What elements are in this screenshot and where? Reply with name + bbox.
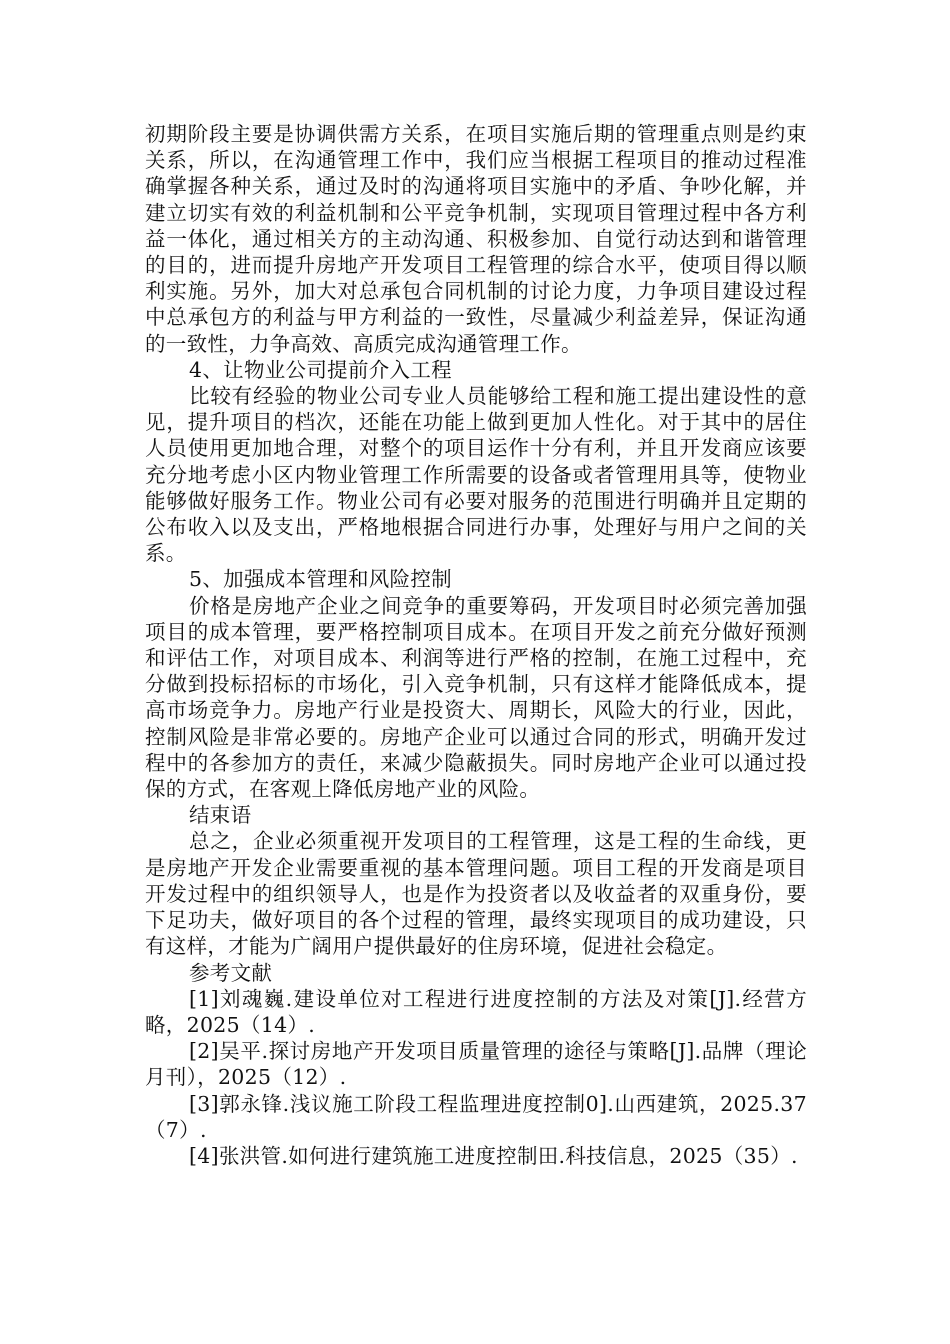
reference-item-1: [1]刘魂巍.建设单位对工程进行进度控制的方法及对策[J].经营方略，2025（14）. xyxy=(145,986,807,1037)
reference-item-2: [2]吴平.探讨房地产开发项目质量管理的途径与策略[J].品牌（理论月刊），2025（12）. xyxy=(145,1039,807,1090)
paragraph-section-5: 价格是房地产企业之间竞争的重要筹码，开发项目时必须完善加强项目的成本管理，要严格控制项目成本。在项目开发之前充分做好预测和评估工作，对项目成本、利润等进行严格的控制，在施工过程中，充分做到投标招标的市场化，引入竞争机制，只有这样才能降低成本，提高市场竞争力。房地产行业是投资大、周期长，风险大的行业，因此，控制风险是非常必要的。房地产企业可以通过合同的形式，明确开发过程中的各参加方的责任，来减少隐蔽损失。同时房地产企业可以通过投保的方式，在客观上降低房地产业的风险。 xyxy=(145,593,807,802)
paragraph-conclusion: 总之，企业必须重视开发项目的工程管理，这是工程的生命线，更是房地产开发企业需要重视的基本管理问题。项目工程的开发商是项目开发过程中的组织领导人，也是作为投资者以及收益者的双重身份，要下足功夫，做好项目的各个过程的管理，最终实现项目的成功建设，只有这样，才能为广阔用户提供最好的住房环境，促进社会稳定。 xyxy=(145,829,807,959)
paragraph-section-4: 比较有经验的物业公司专业人员能够给工程和施工提出建设性的意见，提升项目的档次，还能在功能上做到更加人性化。对于其中的居住人员使用更加地合理，对整个的项目运作十分有利，并且开发商应该要充分地考虑小区内物业管理工作所需要的设备或者管理用具等，使物业能够做好服务工作。物业公司有必要对服务的范围进行明确并且定期的公布收入以及支出，严格地根据合同进行办事，处理好与用户之间的关系。 xyxy=(145,384,807,566)
section-heading-4: 4、让物业公司提前介入工程 xyxy=(189,357,452,382)
reference-item-4: [4]张洪管.如何进行建筑施工进度控制田.科技信息，2025（35）. xyxy=(189,1143,798,1168)
conclusion-heading: 结束语 xyxy=(189,803,252,828)
document-body xyxy=(145,121,807,1169)
section-heading-5: 5、加强成本管理和风险控制 xyxy=(189,567,452,592)
paragraph-continuation: 初期阶段主要是协调供需方关系，在项目实施后期的管理重点则是约束关系，所以，在沟通管理工作中，我们应当根据工程项目的推动过程准确掌握各种关系，通过及时的沟通将项目实施中的矛盾、争吵化解，并建立切实有效的利益机制和公平竞争机制，实现项目管理过程中各方利益一体化，通过相关方的主动沟通、积极参加、自觉行动达到和谐管理的目的，进而提升房地产开发项目工程管理的综合水平，使项目得以顺利实施。另外，加大对总承包合同机制的讨论力度，力争项目建设过程中总承包方的利益与甲方利益的一致性，尽量减少利益差异，保证沟通的一致性，力争高效、高质完成沟通管理工作。 xyxy=(145,122,807,356)
reference-item-3: [3]郭永锋.浅议施工阶段工程监理进度控制0].山西建筑，2025.37（7）. xyxy=(145,1091,807,1142)
references-heading: 参考文献 xyxy=(189,960,273,985)
